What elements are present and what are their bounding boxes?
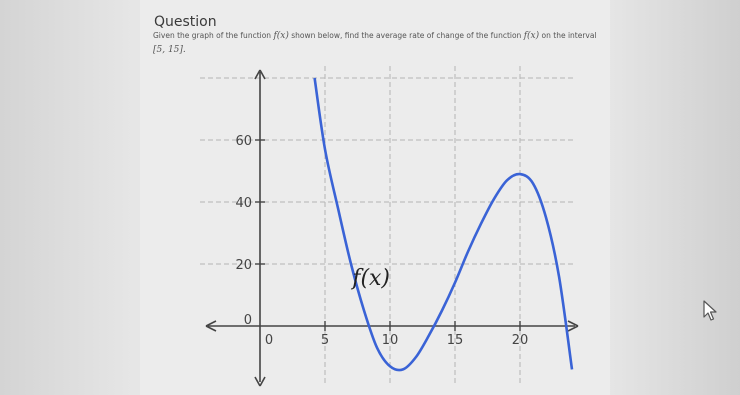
function-notation: f(x) <box>523 31 540 41</box>
prompt-text-after: on the interval <box>539 31 597 40</box>
prompt-text-before: Given the graph of the function <box>153 31 274 40</box>
question-title: Question <box>154 14 217 30</box>
x-tick-label: 10 <box>381 333 399 348</box>
y-tick-label: 60 <box>235 134 252 149</box>
y-tick-label: 20 <box>235 258 252 273</box>
y-tick-label: 0 <box>243 313 252 328</box>
interval-notation: [5, 15]. <box>153 45 186 55</box>
mouse-cursor-icon <box>702 300 718 322</box>
x-tick-label: 15 <box>446 333 464 348</box>
function-label: f(x) <box>352 265 391 291</box>
function-notation: f(x) <box>273 31 289 41</box>
graph-ticks <box>235 134 528 348</box>
x-tick-label: 20 <box>511 333 529 348</box>
y-tick-label: 40 <box>235 196 252 211</box>
x-tick-label: 0 <box>264 333 274 348</box>
prompt-text-middle: shown below, find the average rate of change of the function <box>288 31 524 40</box>
x-tick-label: 5 <box>320 333 330 348</box>
